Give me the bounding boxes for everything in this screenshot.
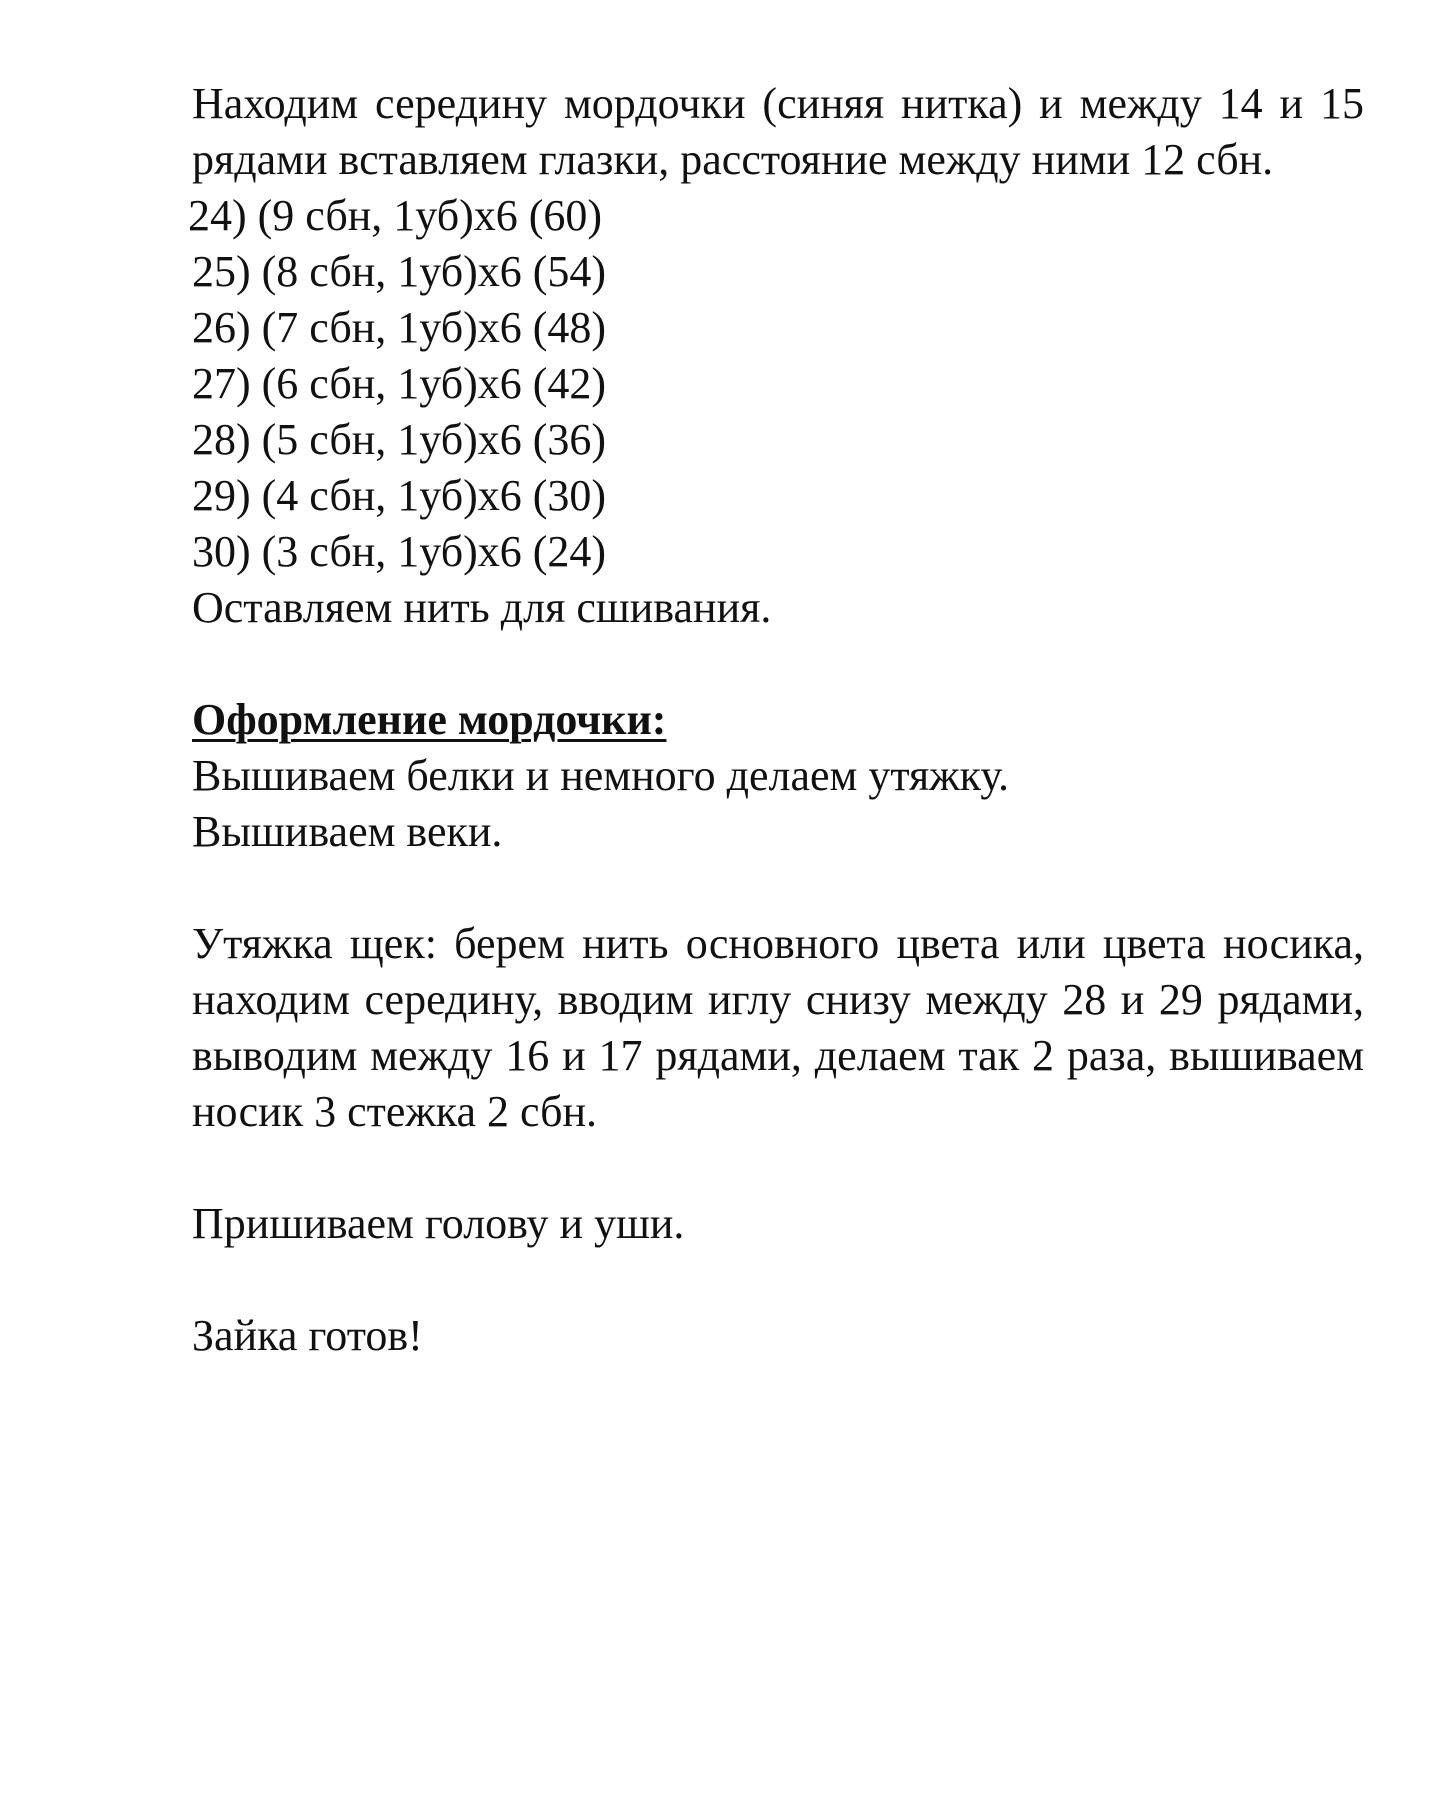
spacer bbox=[192, 636, 1364, 692]
face-line: Вышиваем белки и немного делаем утяжку. bbox=[192, 751, 1010, 800]
done-text: Зайка готов! bbox=[192, 1311, 423, 1360]
face-line: Вышиваем веки. bbox=[192, 807, 503, 856]
sew-head-text: Пришиваем голову и уши. bbox=[192, 1199, 685, 1248]
intro-paragraph: Находим середину мордочки (синяя нитка) и между 14 и 15 рядами вставляем глазки, расстояние между ними 12 сбн. bbox=[192, 79, 1364, 184]
leave-thread-text: Оставляем нить для сшивания. bbox=[192, 583, 772, 632]
spacer bbox=[192, 1252, 1364, 1308]
row-item: 27) (6 сбн, 1уб)х6 (42) bbox=[192, 359, 607, 408]
row-item: 26) (7 сбн, 1уб)х6 (48) bbox=[192, 303, 607, 352]
row-item: 28) (5 сбн, 1уб)х6 (36) bbox=[192, 415, 607, 464]
row-item: 24) (9 сбн, 1уб)х6 (60) bbox=[188, 191, 603, 240]
cheeks-paragraph: Утяжка щек: берем нить основного цвета или цвета носика, находим середину, вводим иглу снизу между 28 и 29 рядами, выводим между 16 и 17 рядами, делаем так 2 раза, вышиваем носик 3 стежка 2 сбн. bbox=[192, 919, 1364, 1136]
face-section-heading: Оформление мордочки: bbox=[192, 695, 667, 744]
spacer bbox=[192, 1140, 1364, 1196]
document-page bbox=[188, 76, 1364, 1364]
spacer bbox=[192, 860, 1364, 916]
row-list bbox=[188, 188, 1364, 580]
row-item: 25) (8 сбн, 1уб)х6 (54) bbox=[192, 247, 607, 296]
row-item: 29) (4 сбн, 1уб)х6 (30) bbox=[192, 471, 607, 520]
row-item: 30) (3 сбн, 1уб)х6 (24) bbox=[192, 527, 607, 576]
